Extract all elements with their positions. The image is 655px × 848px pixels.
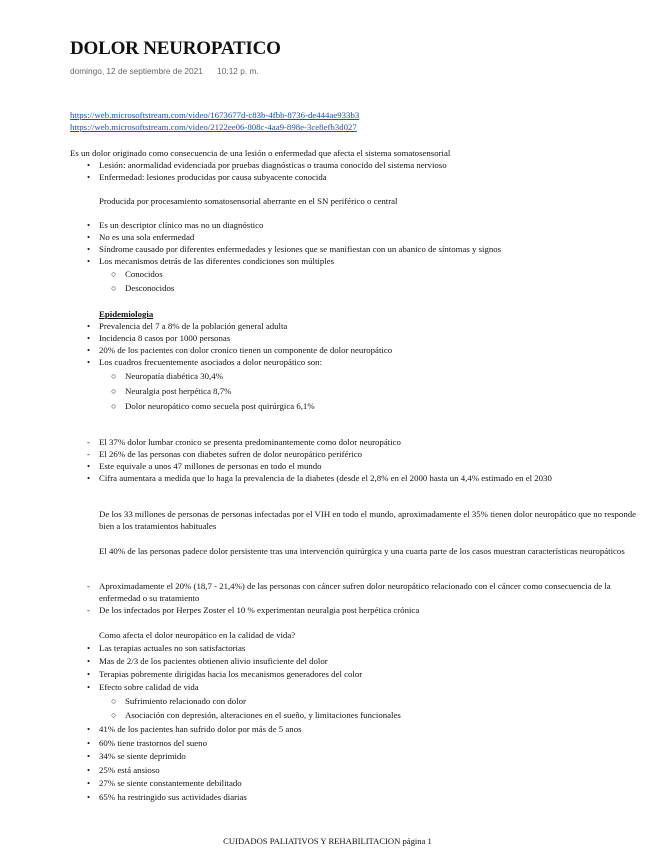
sub-list-item: Sufrimiento relacionado con dolor: [125, 696, 246, 706]
circle-bullet-icon: ○: [111, 283, 117, 293]
list-item: De los infectados por Herpes Zoster el 10 % experimentan neuralgia post herpética crónica: [99, 605, 420, 615]
circle-bullet-icon: ○: [111, 696, 117, 706]
paragraph-vih: De los 33 millones de personas de personas infectadas por el VIH en todo el mundo, aproximadamente el 35% tienen dolor neuropático que no responde bien a los tratamientos habituales: [99, 509, 637, 531]
sub-list-item: Conocidos: [125, 269, 163, 279]
sub-list-item: Dolor neuropático como secuela post quirúrgica 6,1%: [125, 401, 315, 411]
bullet-marker: •: [87, 682, 91, 692]
list-item: 20% de los pacientes con dolor cronico tienen un componente de dolor neuropático: [99, 345, 393, 355]
list-item: Lesión: anormalidad evidenciada por pruebas diagnósticas o trauma conocido del sistema nervioso: [99, 160, 447, 170]
page-time: 10:12 p. m.: [217, 66, 259, 76]
dash-marker: -: [87, 449, 90, 459]
bullet-marker: •: [87, 473, 91, 483]
video-link-2[interactable]: https://web.microsoftstream.com/video/2122ee06-808c-4aa9-898e-3ce8efb3d027: [70, 122, 357, 132]
paragraph-surgery: El 40% de las personas padece dolor persistente tras una intervención quirúrgica y una cuarta parte de los casos muestran características neuropáticos: [99, 546, 625, 556]
list-item: 65% ha restringido sus actividades diarias: [99, 792, 247, 802]
bullet-marker: •: [87, 244, 91, 254]
list-item: 34% se siente deprimido: [99, 751, 186, 761]
intro-text: Es un dolor originado como consecuencia de una lesión o enfermedad que afecta el sistema somatosensorial: [70, 148, 451, 158]
bullet-marker: •: [87, 669, 91, 679]
list-item: Prevalencia del 7 a 8% de la población general adulta: [99, 321, 288, 331]
circle-bullet-icon: ○: [111, 710, 117, 720]
list-item: Cifra aumentara a medida que lo haga la prevalencia de la diabetes (desde el 2,8% en el 2000 hasta un 4,4% estimado en el 2030: [99, 473, 552, 483]
bullet-marker: •: [87, 220, 91, 230]
bullet-marker: •: [87, 792, 91, 802]
bullet-marker: •: [87, 256, 91, 266]
bullet-marker: •: [87, 724, 91, 734]
paragraph: Producida por procesamiento somatosensorial aberrante en el SN periférico o central: [99, 196, 398, 206]
sub-list-item: Neuropatía diabética 30,4%: [125, 371, 223, 381]
bullet-marker: •: [87, 778, 91, 788]
bullet-marker: •: [87, 232, 91, 242]
bullet-marker: •: [87, 345, 91, 355]
bullet-marker: •: [87, 765, 91, 775]
list-item: Síndrome causado por diferentes enfermedades y lesiones que se manifiestan con un abanico de síntomas y signos: [99, 244, 502, 254]
list-item: Incidencia 8 casos por 1000 personas: [99, 333, 231, 343]
list-item: Enfermedad: lesiones producidas por causa subyacente conocida: [99, 172, 327, 182]
list-item: 60% tiene trastornos del sueno: [99, 738, 207, 748]
bullet-marker: •: [87, 461, 91, 471]
list-item: El 37% dolor lumbar cronico se presenta predominantemente como dolor neuropático: [99, 437, 401, 447]
list-item: Los mecanismos detrás de las diferentes condiciones son múltiples: [99, 256, 335, 266]
bullet-marker: •: [87, 751, 91, 761]
page-footer: CUIDADOS PALIATIVOS Y REHABILITACION página 1: [223, 836, 432, 846]
bullet-marker: •: [87, 656, 91, 666]
bullet-marker: •: [87, 643, 91, 653]
circle-bullet-icon: ○: [111, 401, 117, 411]
list-item: Terapias pobremente dirigidas hacia los mecanismos generadores del color: [99, 669, 363, 679]
page-date: domingo, 12 de septiembre de 2021: [70, 66, 203, 76]
sub-list-item: Desconocidos: [125, 283, 175, 293]
bullet-marker: •: [87, 738, 91, 748]
list-item: Es un descriptor clínico mas no un diagnóstico: [99, 220, 264, 230]
list-item: Aproximadamente el 20% (18,7 - 21,4%) de las personas con cáncer sufren dolor neuropático relacionado con el cáncer como consecuencia de la enfermedad o su tratamiento: [99, 581, 611, 603]
list-item: Las terapias actuales no son satisfactorias: [99, 643, 246, 653]
list-item: 41% de los pacientes han sufrido dolor por más de 5 anos: [99, 724, 302, 734]
list-item: 25% está ansioso: [99, 765, 160, 775]
section-heading-epidemiologia: Epidemiologia: [99, 309, 154, 319]
list-item: El 26% de las personas con diabetes sufren de dolor neuropático periférico: [99, 449, 363, 459]
list-item: Mas de 2/3 de los pacientes obtienen alivio insuficiente del dolor: [99, 656, 328, 666]
circle-bullet-icon: ○: [111, 371, 117, 381]
dash-marker: -: [87, 581, 90, 591]
list-item: Este equivale a unos 47 millones de personas en todo el mundo: [99, 461, 322, 471]
dash-marker: -: [87, 437, 90, 447]
sub-list-item: Asociación con depresión, alteraciones en el sueño, y limitaciones funcionales: [125, 710, 401, 720]
list-item: 27% se siente constantemente debilitado: [99, 778, 242, 788]
bullet-marker: •: [87, 172, 91, 182]
bullet-marker: •: [87, 333, 91, 343]
circle-bullet-icon: ○: [111, 386, 117, 396]
bullet-marker: •: [87, 357, 91, 367]
dash-marker: -: [87, 605, 90, 615]
list-item: No es una sola enfermedad: [99, 232, 195, 242]
paragraph-quality-question: Como afecta el dolor neuropático en la calidad de vida?: [99, 630, 296, 640]
circle-bullet-icon: ○: [111, 269, 117, 279]
page-title: DOLOR NEUROPATICO: [70, 38, 281, 59]
list-item: Los cuadros frecuentemente asociados a dolor neuropático son:: [99, 357, 323, 367]
sub-list-item: Neuralgia post herpética 8,7%: [125, 386, 232, 396]
bullet-marker: •: [87, 160, 91, 170]
video-link-1[interactable]: https://web.microsoftstream.com/video/1673677d-c83b-4fbb-8736-de444ae933b3: [70, 110, 360, 120]
bullet-marker: •: [87, 321, 91, 331]
list-item: Efecto sobre calidad de vida: [99, 682, 199, 692]
page-meta: [70, 66, 259, 76]
